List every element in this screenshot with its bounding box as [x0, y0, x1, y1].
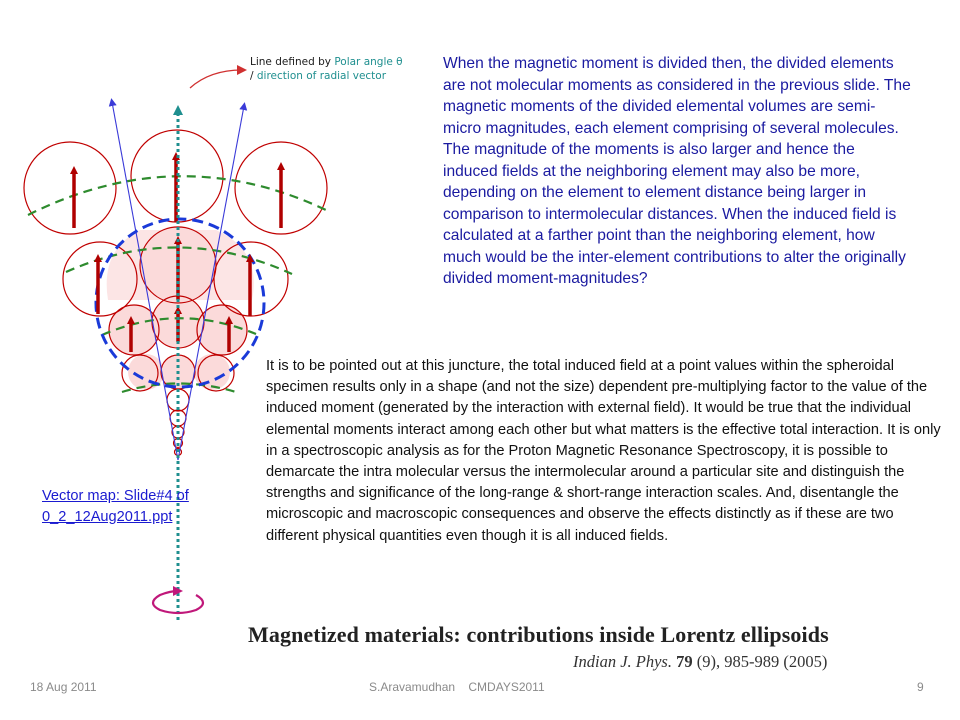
footer-author: S.Aravamudhan CMDAYS2011 [369, 680, 545, 694]
paragraph-divided-moments: When the magnetic moment is divided then, the divided elements are not molecular moments as considered in the previous slide. The magnetic moments of the divided elemental volumes are semi-micro magnitudes, each element comprising of several molecules. The magnitude of the moments is also larger and hence the induced fields at the neighboring element may also be more, depending on the element to element distance being larger in comparison to intermolecular distances. When the induced field is calculated at a farther point than the neighboring element, how much would be the inter-element contributions to alter the originally divided moment-magnitudes? [443, 55, 911, 287]
citation-title: Magnetized materials: contributions inside Lorentz ellipsoids [248, 622, 829, 647]
footer-page-number: 9 [917, 680, 924, 694]
paragraph-induced-field: It is to be pointed out at this juncture, the total induced field at a point values within the spheroidal specimen results only in a shape (and not the size) dependent pre-multiplying factor to the value of the induced moment (generated by the interaction with external field). It would be true that the individual elemental moments interact among each other but what matters is the effective total interaction. It is only in a spectroscopic analysis as for the Proton Magnetic Resonance Spectroscopy, it is possible to demarcate the intra molecular versus the intermolecular around a particular site and distinguish the strengths and significance of the long-range & short-range interaction scales. And, disentangle the microscopic and macroscopic consequences and observe the effects distinctly as if these are two different physical quantities even though it is all induced fields. [266, 358, 941, 544]
citation-details: (9), 985-989 (2005) [696, 652, 828, 671]
polar-angle-pointer-icon [190, 70, 242, 88]
footer-date: 18 Aug 2011 [30, 680, 97, 694]
citation-box [248, 618, 938, 676]
polar-angle-label: Line defined by Polar angle θ / direction of radial vector [250, 56, 403, 82]
vector-map-link[interactable]: Vector map: Slide#4 of 0_2_12Aug2011.ppt [42, 488, 189, 525]
citation-volume: 79 [676, 652, 693, 671]
element-circle [24, 142, 116, 234]
citation-journal: Indian J. Phys. [573, 652, 672, 671]
element-circle [170, 410, 186, 426]
citation-reference [573, 652, 827, 672]
